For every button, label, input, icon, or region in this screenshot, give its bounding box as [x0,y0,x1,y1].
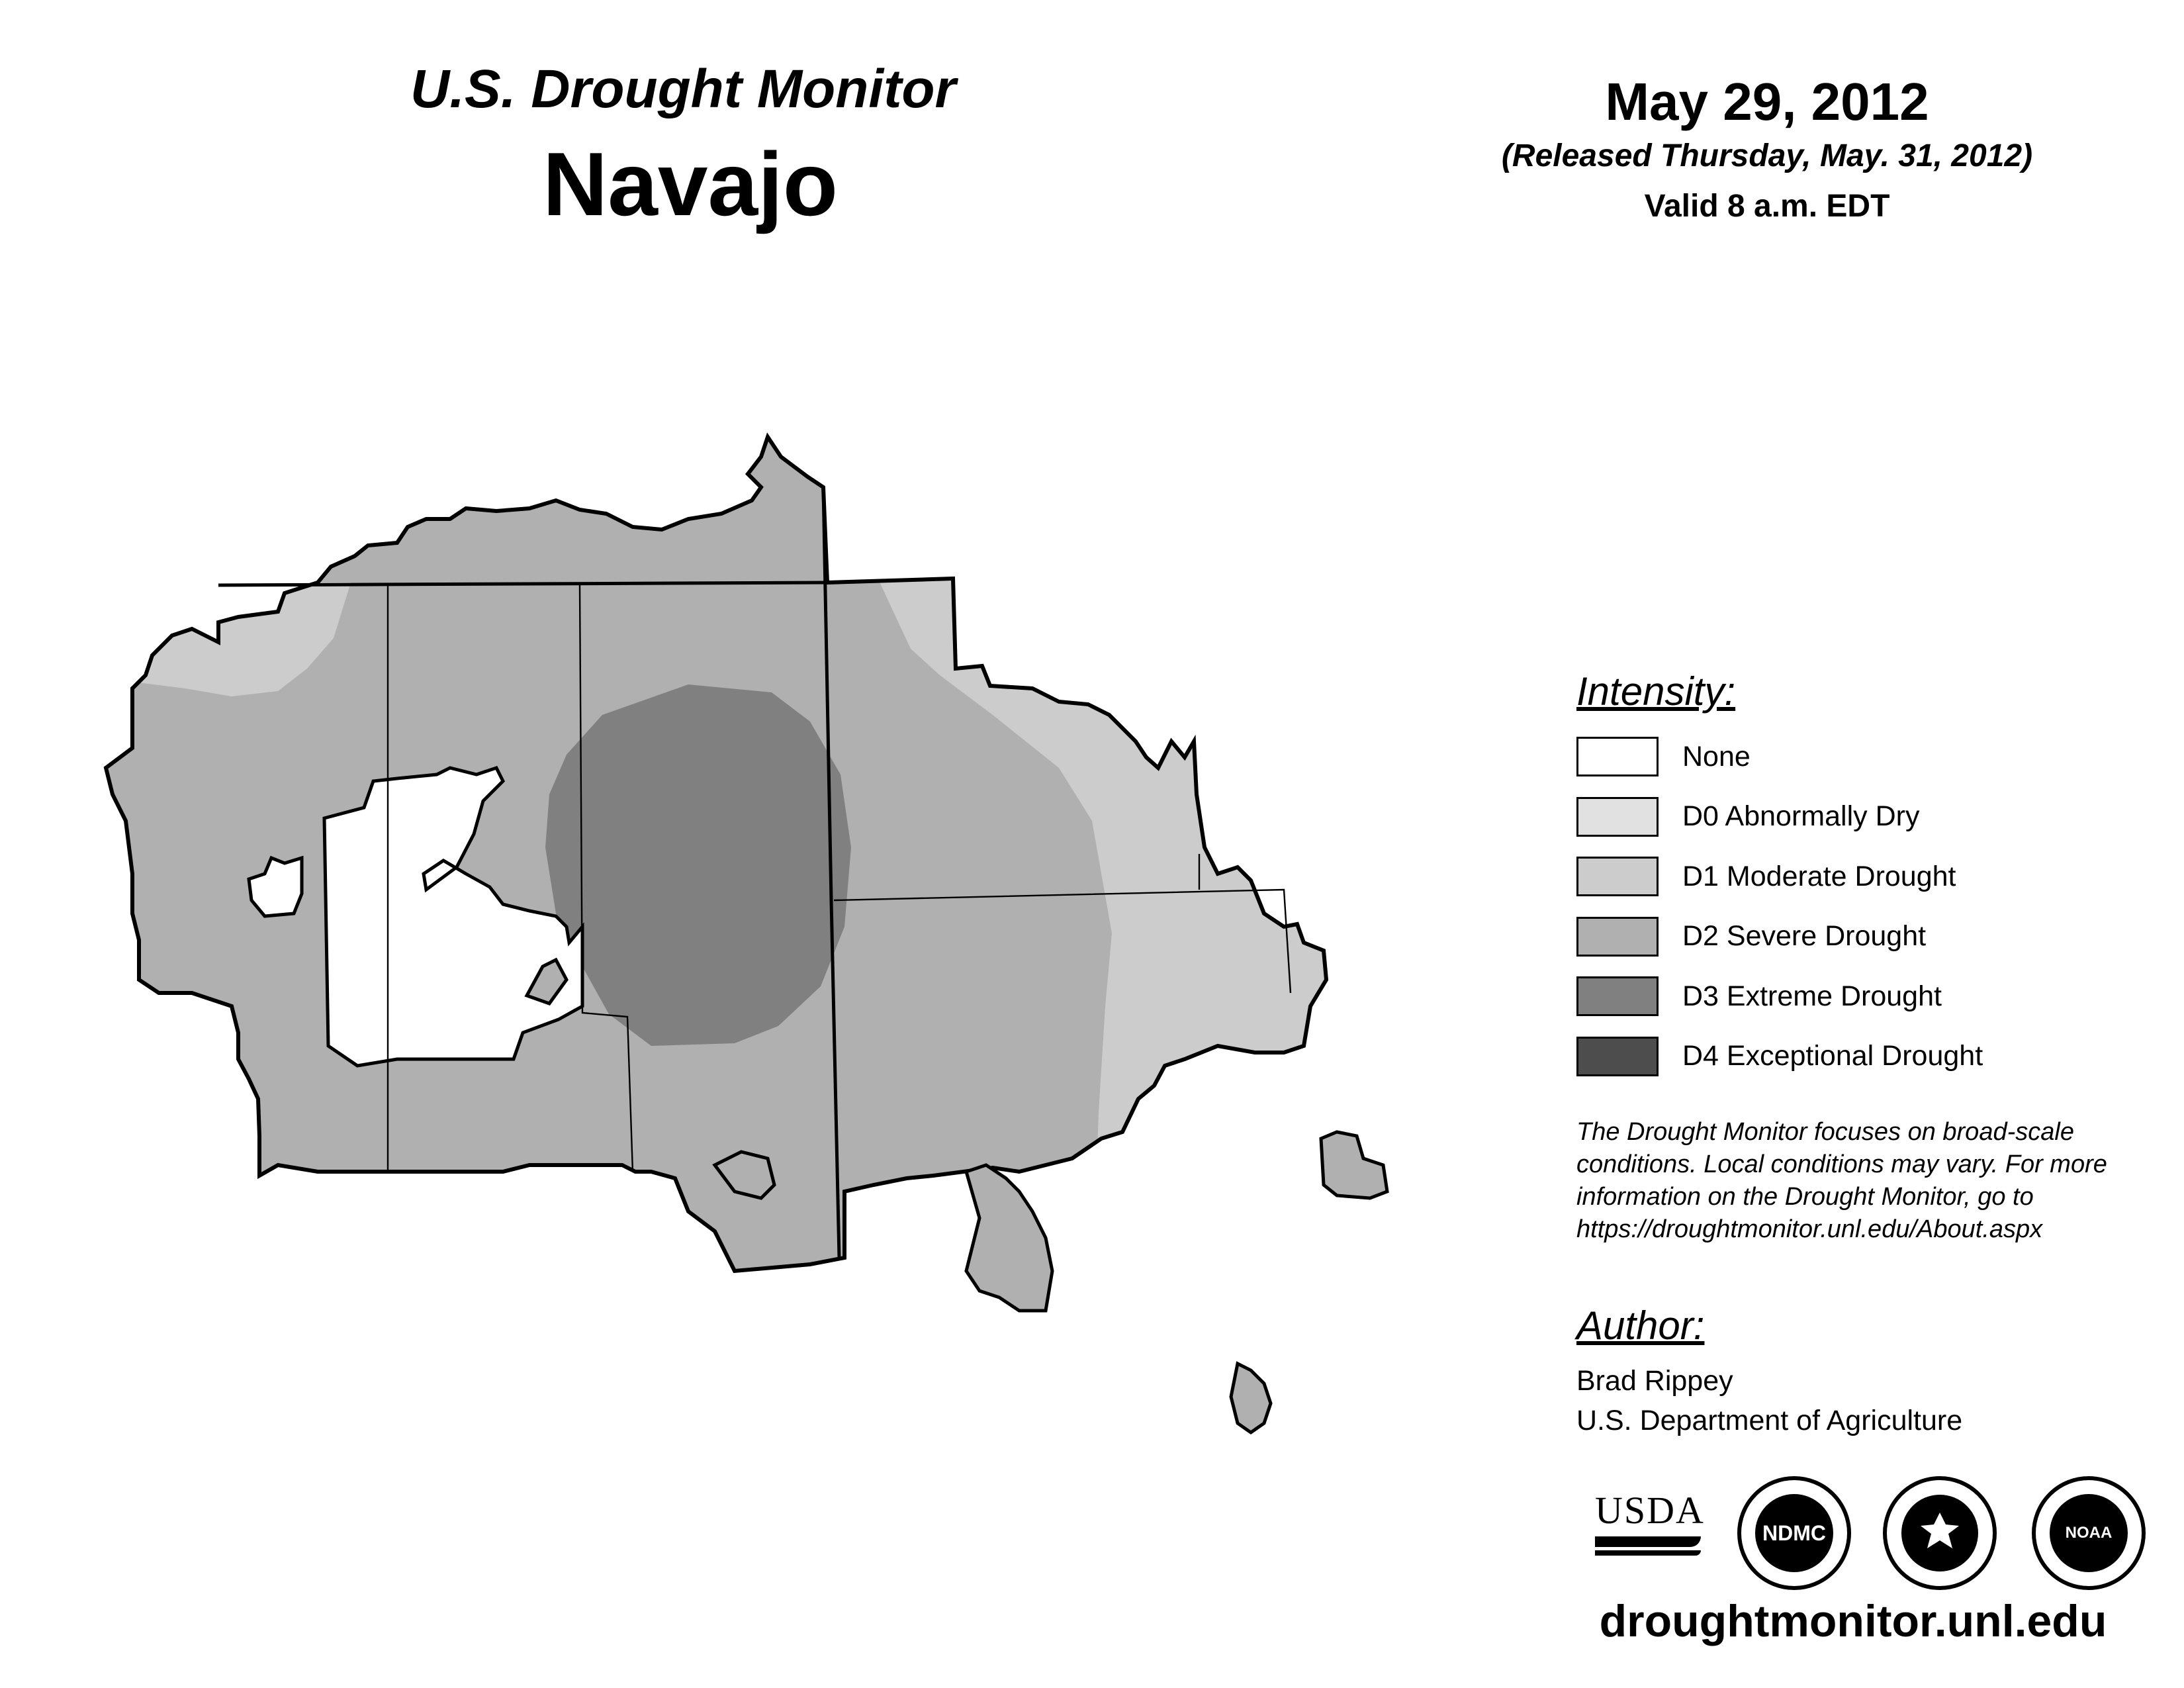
author-name: Brad Rippey [1576,1365,1733,1397]
map-date: May 29, 2012 [1605,72,1929,131]
ndmc-logo-text: NDMC [1755,1494,1833,1572]
map-title: U.S. Drought Monitor [410,59,956,119]
legend-item-d2 [1576,915,1983,959]
partner-logos [1575,1476,2171,1595]
usda-logo-bar [1595,1536,1701,1547]
website-link[interactable]: droughtmonitor.unl.edu [1599,1596,2107,1646]
legend-swatch-d2 [1576,917,1659,957]
island-east [1321,1132,1387,1198]
valid-time: Valid 8 a.m. EDT [1644,189,1890,224]
legend-swatch-d4 [1576,1037,1659,1076]
legend-label: D0 Abnormally Dry [1682,800,1920,832]
legend-swatch-none [1576,737,1659,776]
legend-item-none [1576,735,1983,778]
noaa-logo-text: NOAA [2050,1494,2128,1572]
commerce-seal-logo [1883,1476,1997,1590]
region-title: Navajo [543,134,838,234]
legend-heading: Intensity: [1576,669,1736,714]
legend-label: D1 Moderate Drought [1682,860,1956,892]
usda-logo-text: USDA [1595,1489,1705,1532]
author-organization: U.S. Department of Agriculture [1576,1405,1963,1436]
drought-zones [106,437,1337,1271]
legend-swatch-d0 [1576,797,1659,837]
island-southeast [1231,1364,1271,1432]
noaa-logo [2032,1476,2146,1590]
release-date: (Released Thursday, May. 31, 2012) [1501,138,2033,173]
island-south-1 [966,1165,1052,1311]
legend-swatch-d1 [1576,857,1659,896]
legend-label: None [1682,740,1751,773]
legend-item-d1 [1576,855,1983,898]
author-heading: Author: [1576,1303,1705,1348]
legend-label: D4 Exceptional Drought [1682,1040,1983,1072]
legend-item-d0 [1576,795,1983,839]
ndmc-logo [1737,1476,1851,1590]
legend-label: D2 Severe Drought [1682,920,1927,952]
legend-item-d4 [1576,1035,1983,1078]
usda-logo-bar [1595,1550,1701,1556]
eagle-icon [1901,1494,1979,1572]
usda-logo [1595,1488,1705,1556]
legend-list [1576,735,1983,1094]
legend-swatch-d3 [1576,976,1659,1016]
legend-label: D3 Extreme Drought [1682,980,1942,1012]
disclaimer-text: The Drought Monitor focuses on broad-scale conditions. Local conditions may vary. For more information on the Drought Monitor, go to https://droughtmonitor.unl.edu/About.aspx [1576,1118,2107,1243]
legend-item-d3 [1576,974,1983,1018]
